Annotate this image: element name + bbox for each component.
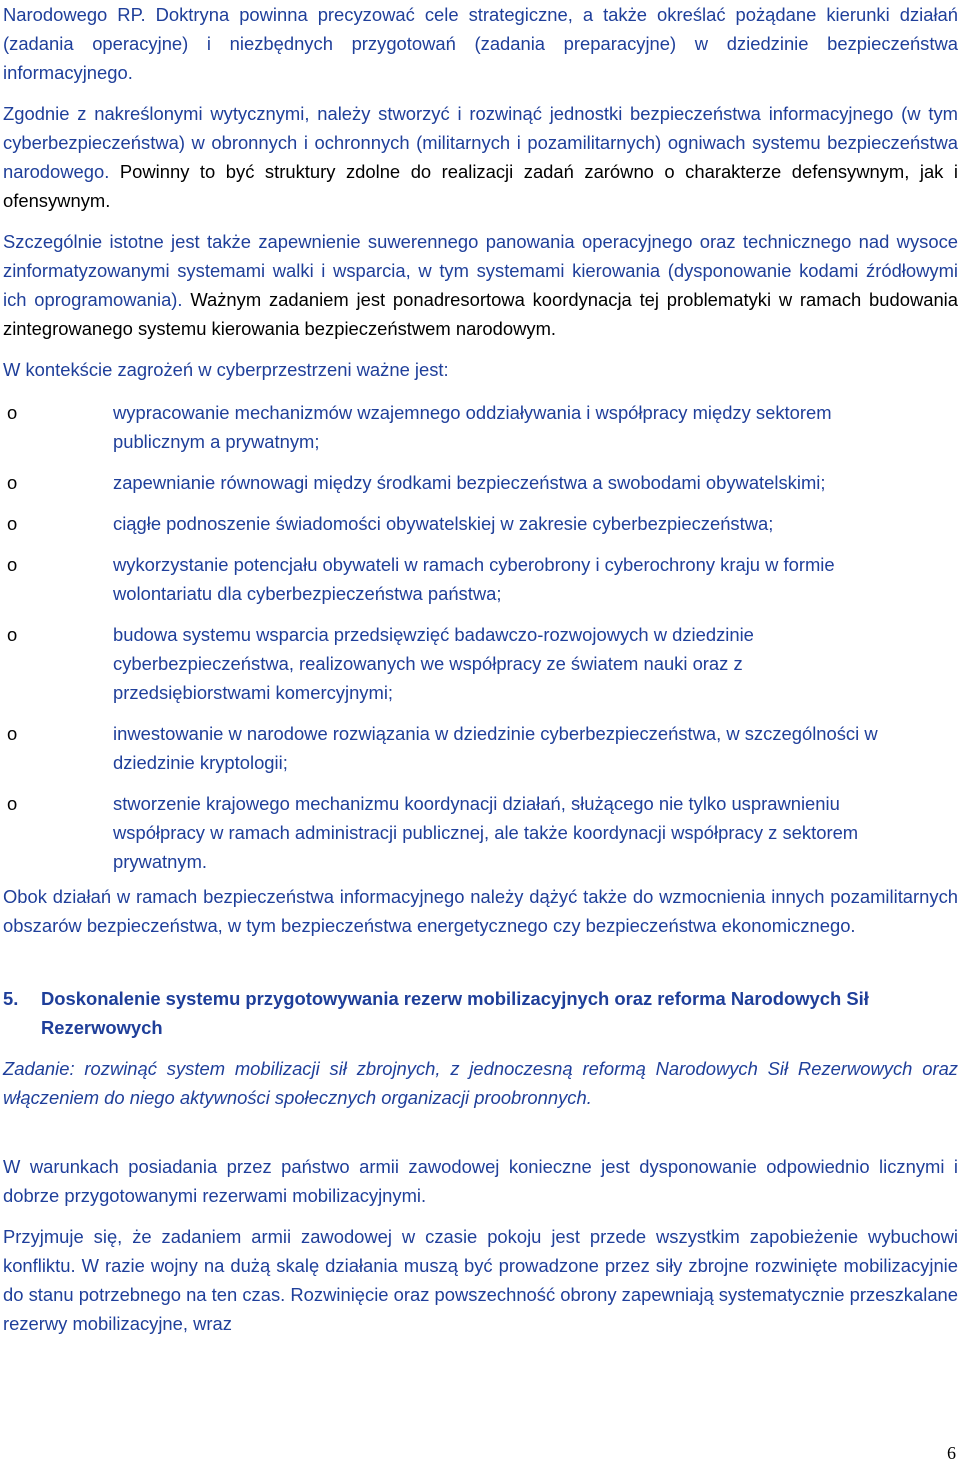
cyber-bullet-list <box>3 398 958 876</box>
list-item <box>3 468 958 497</box>
page-number: 6 <box>947 1443 956 1463</box>
bullet-marker: o <box>7 554 18 575</box>
paragraph-cyber-context: W kontekście zagrożeń w cyberprzestrzeni ważne jest: <box>3 359 449 380</box>
section-task: Zadanie: rozwinąć system mobilizacji sił zbrojnych, z jednoczesną reformą Narodowych Sił Rezerwowych oraz włączeniem do niego aktywności społecznych organizacji proobronnych. <box>3 1058 958 1108</box>
list-item <box>3 789 958 876</box>
bullet-marker: o <box>7 793 18 814</box>
list-item <box>3 719 958 777</box>
list-item-text: budowa systemu wsparcia przedsięwzięć badawczo-rozwojowych w dziedzinie cyberbezpieczeństwa, realizowanych we współpracy ze światem nauki oraz z przedsiębiorstwami komercyjnymi; <box>113 624 754 703</box>
paragraph-sovereign-control <box>3 227 958 343</box>
bullet-marker: o <box>7 402 18 423</box>
bullet-marker: o <box>7 723 18 744</box>
list-item-text: zapewnianie równowagi między środkami bezpieczeństwa a swobodami obywatelskimi; <box>113 472 826 493</box>
section-heading <box>3 984 958 1042</box>
paragraph-units-part1: Zgodnie z nakreślonymi wytycznymi, należy stworzyć i rozwinąć jednostki bezpieczeństwa informacyjnego (w tym cyberbezpieczeństwa) w obronnych i ochronnych (militarnych i pozamilitarnych) ogniwach systemu bezpieczeństwa narodowego. <box>3 103 958 182</box>
list-item-text: ciągłe podnoszenie świadomości obywatelskiej w zakresie cyberbezpieczeństwa; <box>113 513 774 534</box>
list-item <box>3 398 958 456</box>
paragraph-doctrine: Narodowego RP. Doktryna powinna precyzować cele strategiczne, a także określać pożądane kierunki działań (zadania operacyjne) i niezbędnych przygotowań (zadania preparacyjne) w dziedzinie bezpieczeństwa informacyjnego. <box>3 4 958 83</box>
bullet-marker: o <box>7 472 18 493</box>
paragraph-units-part2: Powinny to być struktury zdolne do realizacji zadań zarówno o charakterze defensywnym, jak i ofensywnym. <box>3 161 958 211</box>
paragraph-units <box>3 99 958 215</box>
paragraph-sovereign-control-part2: Ważnym zadaniem jest ponadresortowa koordynacja tej problematyki w ramach budowania zintegrowanego systemu kierowania bezpieczeństwem narodowym. <box>3 289 958 339</box>
list-item-text: wykorzystanie potencjału obywateli w ramach cyberobrony i cyberochrony kraju w formie wolontariatu dla cyberbezpieczeństwa państwa; <box>113 554 835 604</box>
section-number: 5. <box>3 988 19 1009</box>
list-item-text: stworzenie krajowego mechanizmu koordynacji działań, służącego nie tylko usprawnieniu współpracy w ramach administracji publicznej, ale także koordynacji współpracy z sektorem prywatnym. <box>113 793 859 872</box>
paragraph-reserves: W warunkach posiadania przez państwo armii zawodowej konieczne jest dysponowanie odpowiednio licznymi i dobrze przygotowanymi rezerwami mobilizacyjnymi. <box>3 1156 958 1206</box>
list-item-text: wypracowanie mechanizmów wzajemnego oddziaływania i współpracy między sektorem publicznym a prywatnym; <box>113 402 832 452</box>
section-title: Doskonalenie systemu przygotowywania rezerw mobilizacyjnych oraz reforma Narodowych Sił Rezerwowych <box>41 988 869 1038</box>
paragraph-sovereign-control-part1: Szczególnie istotne jest także zapewnienie suwerennego panowania operacyjnego oraz technicznego nad wysoce zinformatyzowanymi systemami walki i wsparcia, w tym systemami kierowania (dysponowanie kodami źródłowymi ich oprogramowania). <box>3 231 958 310</box>
bullet-marker: o <box>7 513 18 534</box>
bullet-marker: o <box>7 624 18 645</box>
list-item <box>3 620 958 707</box>
list-item-text: inwestowanie w narodowe rozwiązania w dziedzinie cyberbezpieczeństwa, w szczególności w dziedzinie kryptologii; <box>113 723 878 773</box>
list-item <box>3 509 958 538</box>
paragraph-other-areas: Obok działań w ramach bezpieczeństwa informacyjnego należy dążyć także do wzmocnienia innych pozamilitarnych obszarów bezpieczeństwa, w tym bezpieczeństwa energetycznego czy bezpieczeństwa ekonomicznego. <box>3 886 958 936</box>
paragraph-professional-army: Przyjmuje się, że zadaniem armii zawodowej w czasie pokoju jest przede wszystkim zapobieżenie wybuchowi konfliktu. W razie wojny na dużą skalę działania muszą być prowadzone przez siły zbrojne rozwinięte mobilizacyjnie do stanu potrzebnego na ten czas. Rozwinięcie oraz powszechność obrony zapewniają systematycznie przeszkalane rezerwy mobilizacyjne, wraz <box>3 1226 958 1334</box>
document-page <box>3 0 958 1350</box>
list-item <box>3 550 958 608</box>
